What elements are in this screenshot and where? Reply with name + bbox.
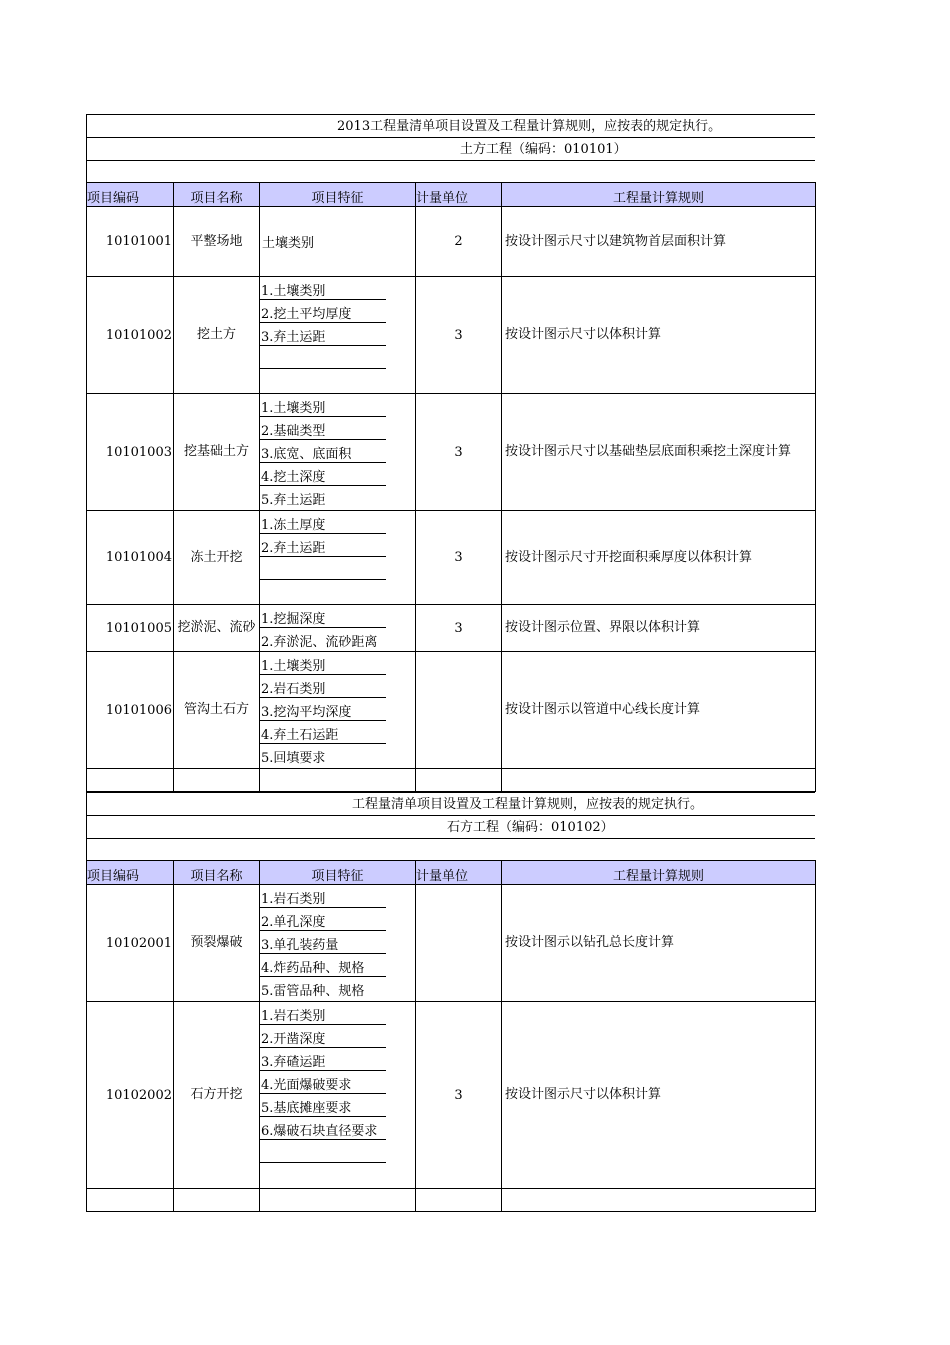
header-unit: 计量单位 <box>416 861 502 885</box>
item-rule: 按设计图示尺寸以基础垫层底面积乘挖土深度计算 <box>502 394 816 511</box>
empty-row <box>87 769 816 792</box>
item-unit: 3 <box>416 511 502 605</box>
header-rule: 工程量计算规则 <box>502 861 816 885</box>
section-title-text: 2013工程量清单项目设置及工程量计算规则，应按表的规定执行。 <box>337 119 722 134</box>
feature-line: 2.挖土平均厚度 <box>260 300 386 323</box>
section-title <box>86 114 815 137</box>
item-name: 挖淤泥、流砂 <box>174 605 260 652</box>
item-code: 10102002 <box>87 1002 174 1189</box>
item-unit: 3 <box>416 605 502 652</box>
empty-row <box>87 1189 816 1212</box>
item-code: 10101001 <box>87 207 174 277</box>
item-code: 10102001 <box>87 885 174 1002</box>
header-row <box>87 183 816 207</box>
feature-line: 5.雷管品种、规格 <box>261 984 365 999</box>
item-rule: 按设计图示尺寸以体积计算 <box>502 1002 816 1189</box>
item-name: 挖土方 <box>174 277 260 394</box>
header-unit: 计量单位 <box>416 183 502 207</box>
table-row <box>87 394 816 511</box>
item-feature: 土壤类别 <box>260 207 416 277</box>
header-name: 项目名称 <box>174 861 260 885</box>
feature-line: 1.土壤类别 <box>260 652 386 675</box>
section-title <box>86 792 815 815</box>
feature-line <box>260 369 386 392</box>
section-subtitle <box>86 815 815 838</box>
item-name: 石方开挖 <box>174 1002 260 1189</box>
item-code: 10101004 <box>87 511 174 605</box>
item-code: 10101002 <box>87 277 174 394</box>
item-name: 预裂爆破 <box>174 885 260 1002</box>
item-unit <box>416 652 502 769</box>
item-name: 平整场地 <box>174 207 260 277</box>
feature-line: 4.光面爆破要求 <box>260 1071 386 1094</box>
item-code: 10101005 <box>87 605 174 652</box>
item-features <box>260 277 416 394</box>
table-row <box>87 277 816 394</box>
item-unit: 2 <box>416 207 502 277</box>
item-rule: 按设计图示以管道中心线长度计算 <box>502 652 816 769</box>
item-features <box>260 511 416 605</box>
blank-row <box>86 160 815 182</box>
feature-line: 4.弃土石运距 <box>260 721 386 744</box>
feature-line <box>260 1163 386 1186</box>
feature-line <box>260 580 386 603</box>
item-features <box>260 885 416 1002</box>
table-row <box>87 652 816 769</box>
header-features: 项目特征 <box>260 183 416 207</box>
feature-line: 6.爆破石块直径要求 <box>260 1117 386 1140</box>
feature-line <box>260 557 386 580</box>
item-unit: 3 <box>416 394 502 511</box>
feature-line <box>260 1140 386 1163</box>
feature-line: 4.炸药品种、规格 <box>260 954 386 977</box>
feature-line: 2.岩石类别 <box>260 675 386 698</box>
table-row <box>87 511 816 605</box>
blank-row <box>86 838 815 860</box>
feature-line: 3.单孔装药量 <box>260 931 386 954</box>
feature-line <box>260 346 386 369</box>
feature-line: 1.土壤类别 <box>260 277 386 300</box>
earthwork-table <box>86 182 816 792</box>
feature-line: 3.底宽、底面积 <box>260 440 386 463</box>
item-rule: 按设计图示以钻孔总长度计算 <box>502 885 816 1002</box>
feature-line: 2.弃淤泥、流砂距离 <box>261 635 378 650</box>
feature-line: 1.岩石类别 <box>260 885 386 908</box>
item-rule: 按设计图示尺寸开挖面积乘厚度以体积计算 <box>502 511 816 605</box>
section-title-text: 工程量清单项目设置及工程量计算规则，应按表的规定执行。 <box>352 797 704 812</box>
section-subtitle-text: 石方工程（编码：010102） <box>447 820 614 835</box>
feature-line: 5.回填要求 <box>261 751 326 766</box>
feature-line: 5.弃土运距 <box>261 493 326 508</box>
header-name: 项目名称 <box>174 183 260 207</box>
item-rule: 按设计图示尺寸以体积计算 <box>502 277 816 394</box>
section-subtitle <box>86 137 815 160</box>
item-features <box>260 605 416 652</box>
item-unit: 3 <box>416 1002 502 1189</box>
feature-line: 1.土壤类别 <box>260 394 386 417</box>
item-features <box>260 1002 416 1189</box>
feature-line: 2.开凿深度 <box>260 1025 386 1048</box>
feature-line: 3.弃土运距 <box>260 323 386 346</box>
header-features: 项目特征 <box>260 861 416 885</box>
table-row <box>87 885 816 1002</box>
feature-line: 1.冻土厚度 <box>260 511 386 534</box>
header-row <box>87 861 816 885</box>
table-row <box>87 1002 816 1189</box>
table-row <box>87 207 816 277</box>
table-row <box>87 605 816 652</box>
rockwork-table <box>86 860 816 1212</box>
item-name: 冻土开挖 <box>174 511 260 605</box>
feature-line: 3.挖沟平均深度 <box>260 698 386 721</box>
feature-line: 3.弃碴运距 <box>260 1048 386 1071</box>
item-name: 挖基础土方 <box>174 394 260 511</box>
feature-line: 2.基础类型 <box>260 417 386 440</box>
item-code: 10101003 <box>87 394 174 511</box>
item-name: 管沟土石方 <box>174 652 260 769</box>
item-code: 10101006 <box>87 652 174 769</box>
feature-line: 4.挖土深度 <box>260 463 386 486</box>
spreadsheet <box>86 114 815 1212</box>
item-features <box>260 394 416 511</box>
feature-line: 1.岩石类别 <box>260 1002 386 1025</box>
item-unit <box>416 885 502 1002</box>
item-features <box>260 652 416 769</box>
feature-line: 5.基底摊座要求 <box>260 1094 386 1117</box>
header-code: 项目编码 <box>87 861 174 885</box>
section-subtitle-text: 土方工程（编码：010101） <box>460 142 627 157</box>
header-rule: 工程量计算规则 <box>502 183 816 207</box>
feature-line: 2.单孔深度 <box>260 908 386 931</box>
item-rule: 按设计图示尺寸以建筑物首层面积计算 <box>502 207 816 277</box>
item-rule: 按设计图示位置、界限以体积计算 <box>502 605 816 652</box>
header-code: 项目编码 <box>87 183 174 207</box>
item-unit: 3 <box>416 277 502 394</box>
feature-line: 1.挖掘深度 <box>260 605 386 628</box>
feature-line: 2.弃土运距 <box>260 534 386 557</box>
